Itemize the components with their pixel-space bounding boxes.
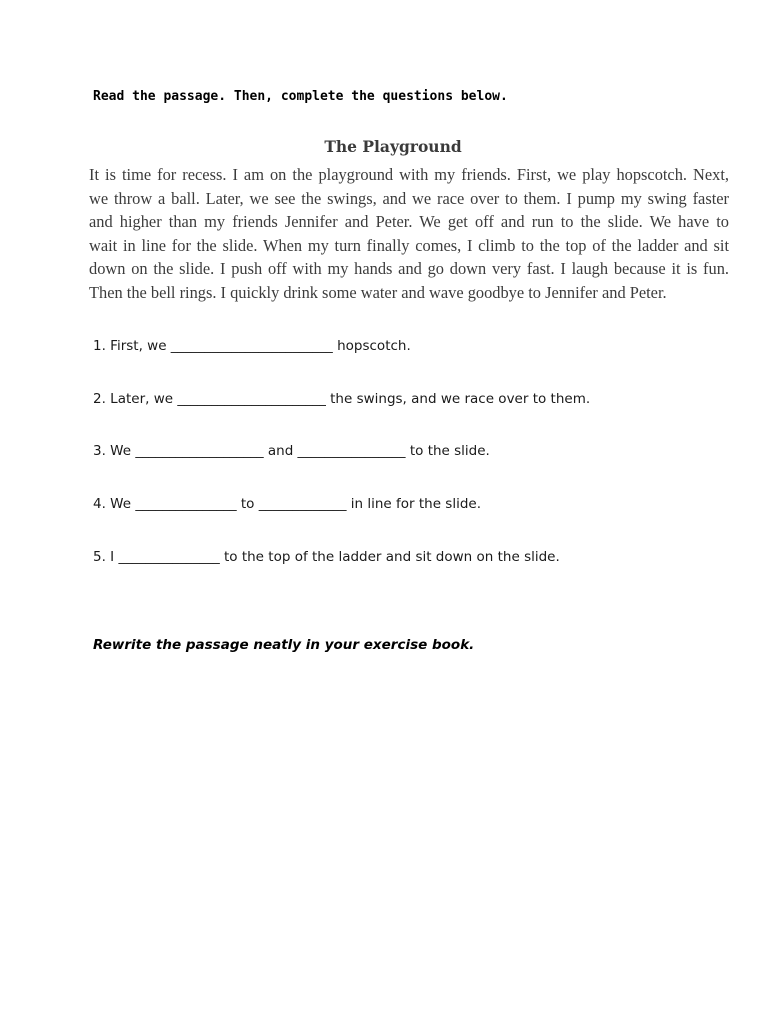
passage-line: we throw a ball. Later, we see the swings, and we race over to them. I pump my swing faster [89,188,729,208]
passage-title: The Playground [324,137,462,156]
question-3: 3. We ___________________ and ________________ to the slide. [93,443,490,459]
reading-passage [89,163,729,305]
question-1: 1. First, we ________________________ hopscotch. [93,338,411,354]
question-2: 2. Later, we ______________________ the swings, and we race over to them. [93,391,591,407]
passage-line: and higher than my friends Jennifer and Peter. We get off and run to the slide. We have to [89,212,729,232]
passage-line: It is time for recess. I am on the playground with my friends. First, we play hopscotch. Next, [89,165,729,184]
passage-line: down on the slide. I push off with my hands and go down very fast. I laugh because it is fun. [89,259,729,279]
passage-line: Then the bell rings. I quickly drink some water and wave goodbye to Jennifer and Peter. [89,282,667,302]
question-4: 4. We _______________ to _____________ in line for the slide. [93,496,482,512]
question-5: 5. I _______________ to the top of the ladder and sit down on the slide. [93,549,560,565]
closing-instruction: Rewrite the passage neatly in your exercise book. [93,637,475,653]
passage-line: wait in line for the slide. When my turn finally comes, I climb to the top of the ladder and sit [89,235,729,255]
worksheet-instructions: Read the passage. Then, complete the questions below. [93,89,508,104]
